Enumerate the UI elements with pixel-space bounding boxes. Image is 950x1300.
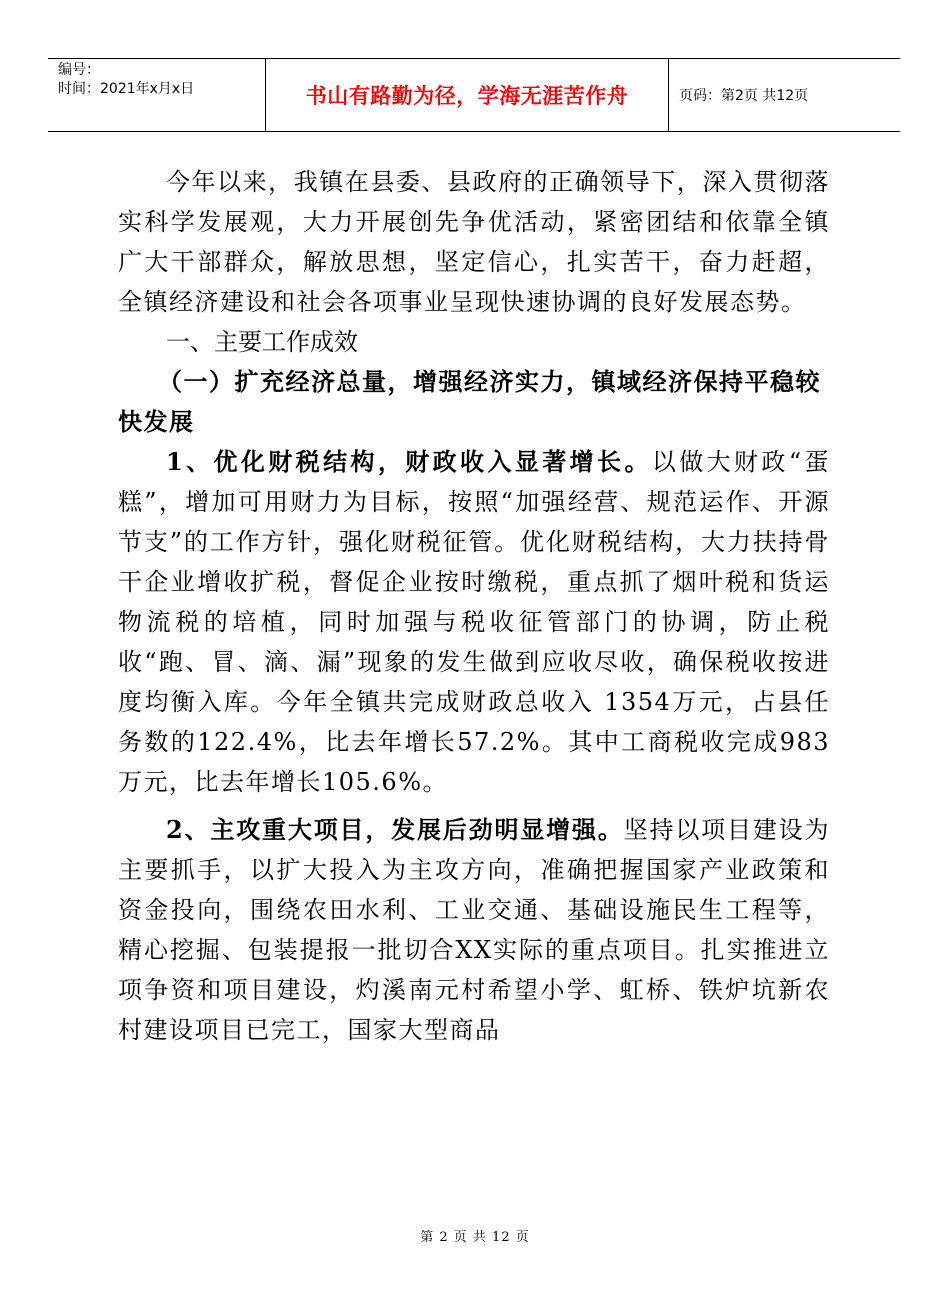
document-header — [48, 58, 900, 132]
subsection-heading: （一）扩充经济总量，增强经济实力，镇域经济保持平稳较快发展 — [118, 367, 821, 436]
page-footer: 第 2 页 共 12 页 — [420, 1230, 530, 1245]
item-1-paragraph — [118, 442, 830, 802]
document-time-label: 时间：2021年x月x日 — [58, 81, 195, 97]
section-heading: 一、主要工作成效 — [166, 328, 358, 356]
item-2-title: 2、主攻重大项目，发展后劲明显增强。 — [166, 815, 624, 844]
header-page-info: 页码：第2页 共12页 — [679, 88, 809, 104]
header-meta — [48, 59, 266, 131]
document-number-label: 编号： — [58, 62, 100, 78]
item-1-title: 1、优化财税结构，财政收入显著增长。 — [166, 447, 652, 476]
intro-paragraph: 今年以来，我镇在县委、县政府的正确领导下，深入贯彻落实科学发展观，大力开展创先争优活动，紧密团结和依靠全镇广大干部群众，解放思想，坚定信心，扎实苦干，奋力赶超，全镇经济建设和社会各项事业呈现快速协调的良好发展态势。 — [118, 168, 830, 316]
item-2-paragraph — [118, 810, 830, 1050]
document-body — [118, 162, 830, 1050]
item-2-text: 坚持以项目建设为主要抓手，以扩大投入为主攻方向，准确把握国家产业政策和资金投向，围绕农田水利、工业交通、基础设施民生工程等，精心挖掘、包装提报一批切合XX实际的重点项目。扎实推进立项争资和项目建设，灼溪南元村希望小学、虹桥、铁炉坑新农村建设项目已完工，国家大型商品 — [118, 816, 830, 1044]
header-motto: 书山有路勤为径，学海无涯苦作舟 — [266, 59, 669, 131]
item-1-text: 以做大财政“蛋糕”，增加可用财力为目标，按照“加强经营、规范运作、开源节支”的工作方针，强化财税征管。优化财税结构，大力扶持骨干企业增收扩税，督促企业按时缴税，重点抓了烟叶税和货运物流税的培植，同时加强与税收征管部门的协调，防止税收“跑、冒、滴、漏”现象的发生做到应收尽收，确保税收按进度均衡入库。今年全镇共完成财政总收入 1354万元，占县任务数的122.4%，比去年增长57.2%。其中工商税收完成983万元，比去年增长105.6%。 — [118, 448, 830, 796]
